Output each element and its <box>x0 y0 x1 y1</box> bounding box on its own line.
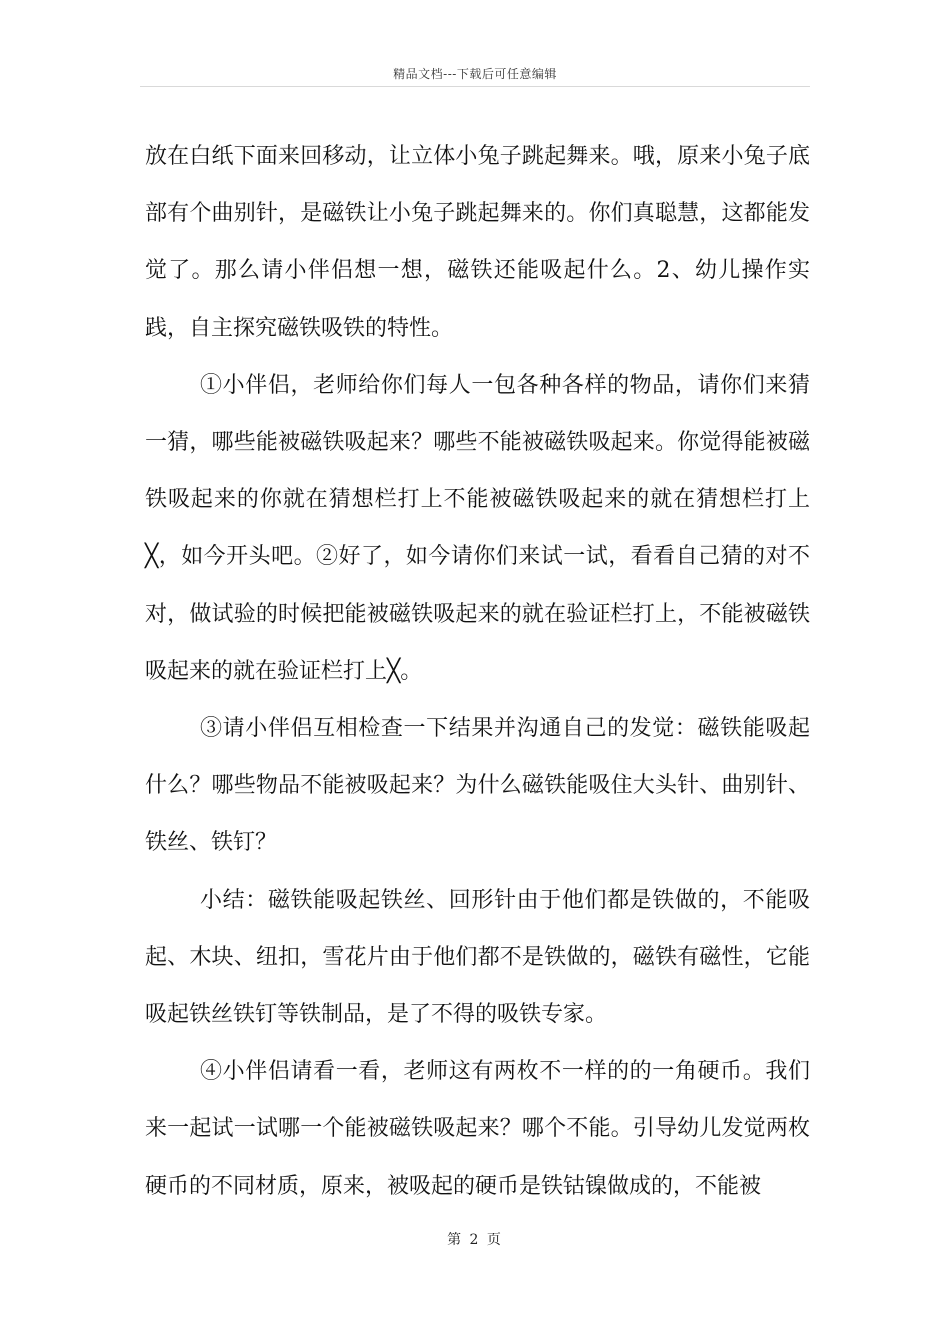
paragraph-1: 放在白纸下面来回移动，让立体小兔子跳起舞来。哦，原来小兔子底部有个曲别针，是磁铁让小兔子跳起舞来的。你们真聪慧，这都能发觉了。那么请小伴侣想一想，磁铁还能吸起什么。2、幼儿操作实践，自主探究磁铁吸铁的特性。 <box>145 144 810 341</box>
paragraph-2: ①小伴侣，老师给你们每人一包各种各样的物品，请你们来猜一猜，哪些能被磁铁吸起来？哪些不能被磁铁吸起来。你觉得能被磁铁吸起来的你就在猜想栏打上不能被磁铁吸起来的就在猜想栏打上╳，如今开头吧。②好了，如今请你们来试一试，看看自己猜的对不对，做试验的时候把能被磁铁吸起来的就在验证栏打上，不能被磁铁吸起来的就在验证栏打上╳。 <box>145 372 810 684</box>
page-number: 第 2 页 <box>447 1232 503 1248</box>
document-body <box>145 128 810 1215</box>
page-header: 精品文档---下载后可任意编辑 <box>393 67 557 81</box>
header-divider <box>140 86 810 87</box>
paragraph-4: 小结：磁铁能吸起铁丝、回形针由于他们都是铁做的，不能吸起、木块、纽扣，雪花片由于他们都不是铁做的，磁铁有磁性，它能吸起铁丝铁钉等铁制品，是了不得的吸铁专家。 <box>145 887 810 1028</box>
paragraph-3: ③请小伴侣互相检查一下结果并沟通自己的发觉：磁铁能吸起什么？哪些物品不能被吸起来？为什么磁铁能吸住大头针、曲别针、铁丝、铁钉？ <box>145 716 810 856</box>
paragraph-5: ④小伴侣请看一看，老师这有两枚不一样的的一角硬币。我们来一起试一试哪一个能被磁铁吸起来？哪个不能。引导幼儿发觉两枚硬币的不同材质，原来，被吸起的硬币是铁钴镍做成的，不能被 <box>145 1059 810 1199</box>
